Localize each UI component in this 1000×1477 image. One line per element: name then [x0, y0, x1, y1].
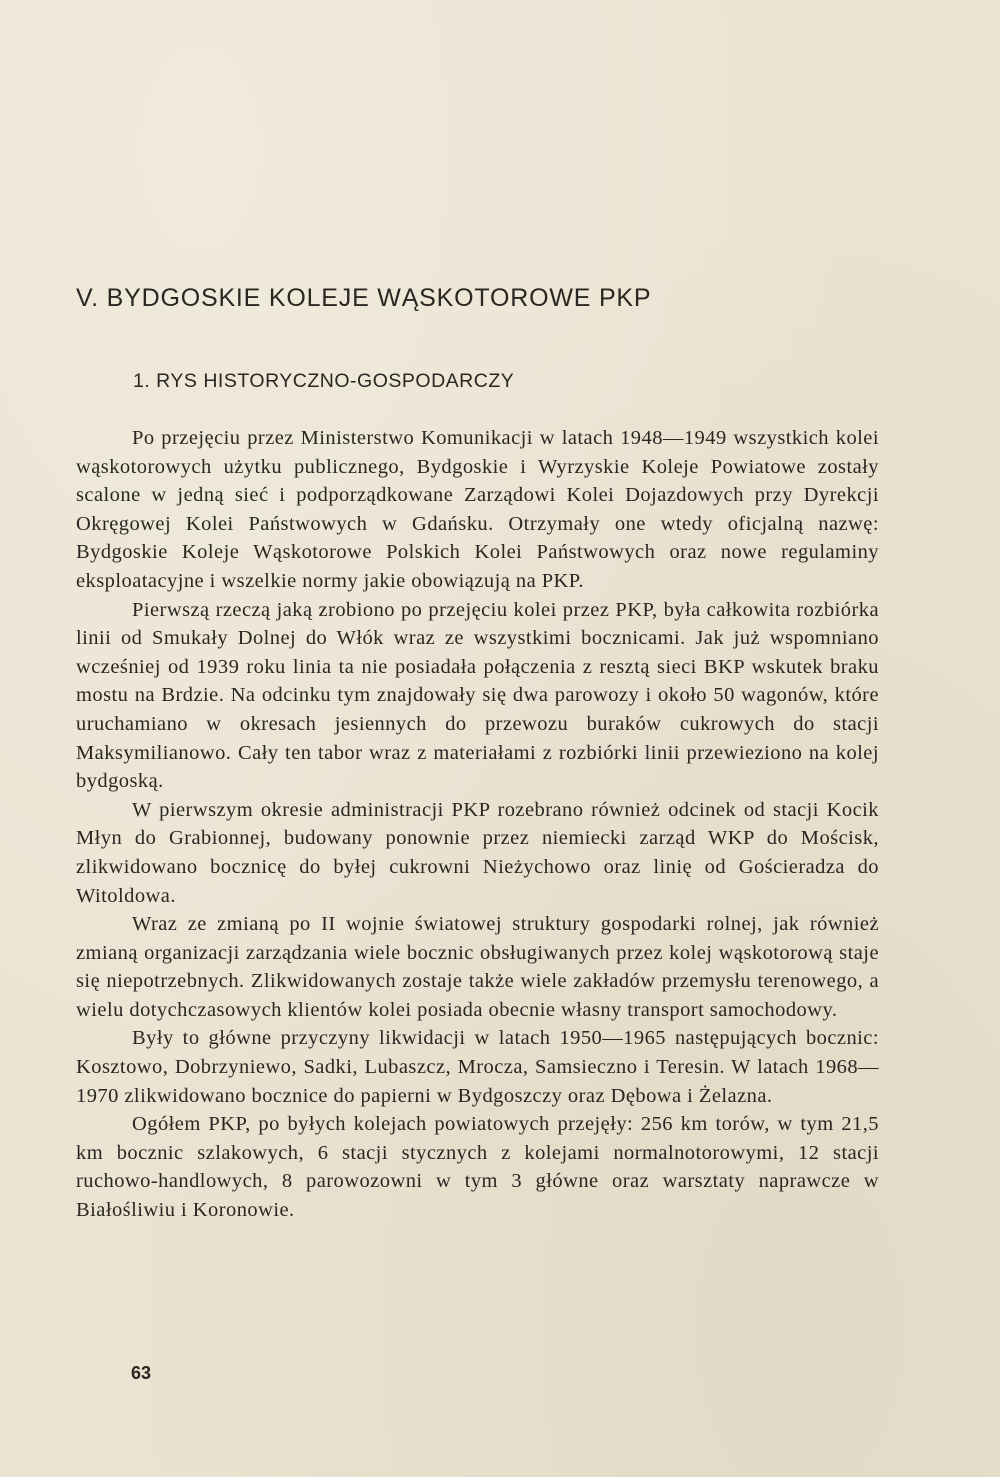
paragraph-5: Były to główne przyczyny likwidacji w latach 1950—1965 następujących bocznic: Kosztowo, Dobrzyniewo, Sadki, Lubaszcz, Mrocza, Samsieczno i Teresin. W latach 1968—1970 zlikwidowano bocznice do papierni w Bydgoszczy oraz Dębowa i Żelazna. — [76, 1027, 879, 1107]
page-number: 63 — [131, 1363, 152, 1383]
chapter-title: V. BYDGOSKIE KOLEJE WĄSKOTOROWE PKP — [76, 284, 652, 312]
body-text — [76, 424, 879, 1225]
paragraph-2: Pierwszą rzeczą jaką zrobiono po przejęciu kolei przez PKP, była całkowita rozbiórka linii od Smukały Dolnej do Włók wraz ze wszystkimi bocznicami. Jak już wspomniano wcześniej od 1939 roku linia ta nie posiadała połączenia z resztą sieci BKP wskutek braku mostu na Brdzie. Na odcinku tym znajdowały się dwa parowozy i około 50 wagonów, które uruchamiano w okresach jesiennych do przewozu buraków cukrowych do stacji Maksymilianowo. Cały ten tabor wraz z materiałami z rozbiórki linii przewieziono na kolej bydgoską. — [76, 598, 879, 793]
paragraph-6: Ogółem PKP, po byłych kolejach powiatowych przejęły: 256 km torów, w tym 21,5 km bocznic szlakowych, 6 stacji stycznych z kolejami normalnotorowymi, 12 stacji ruchowo-handlowych, 8 parowozowni w tym 3 główne oraz warsztaty naprawcze w Białośliwiu i Koronowie. — [76, 1113, 879, 1222]
paragraph-4: Wraz ze zmianą po II wojnie światowej struktury gospodarki rolnej, jak również zmianą organizacji zarządzania wiele bocznic obsługiwanych przez kolej wąskotorową staje się niepotrzebnych. Zlikwidowanych zostaje także wiele zakładów przemysłu terenowego, a wielu dotychczasowych klientów kolei posiada obecnie własny transport samochodowy. — [76, 913, 879, 1021]
paragraph-3: W pierwszym okresie administracji PKP rozebrano również odcinek od stacji Kocik Młyn do Grabionnej, budowany ponownie przez niemiecki zarząd WKP do Mościsk, zlikwidowano bocznicę do byłej cukrowni Nieżychowo oraz linię od Gościeradza do Witoldowa. — [76, 798, 879, 907]
section-title: 1. RYS HISTORYCZNO-GOSPODARCZY — [133, 370, 515, 392]
paragraph-1: Po przejęciu przez Ministerstwo Komunikacji w latach 1948—1949 wszystkich kolei wąskotorowych użytku publicznego, Bydgoskie i Wyrzyskie Koleje Powiatowe zostały scalone w jedną sieć i podporządkowane Zarządowi Kolei Dojazdowych przy Dyrekcji Okręgowej Kolei Państwowych w Gdańsku. Otrzymały one wtedy oficjalną nazwę: Bydgoskie Koleje Wąskotorowe Polskich Kolei Państwowych oraz nowe regulaminy eksploatacyjne i wszelkie normy jakie obowiązują na PKP. — [76, 427, 879, 592]
